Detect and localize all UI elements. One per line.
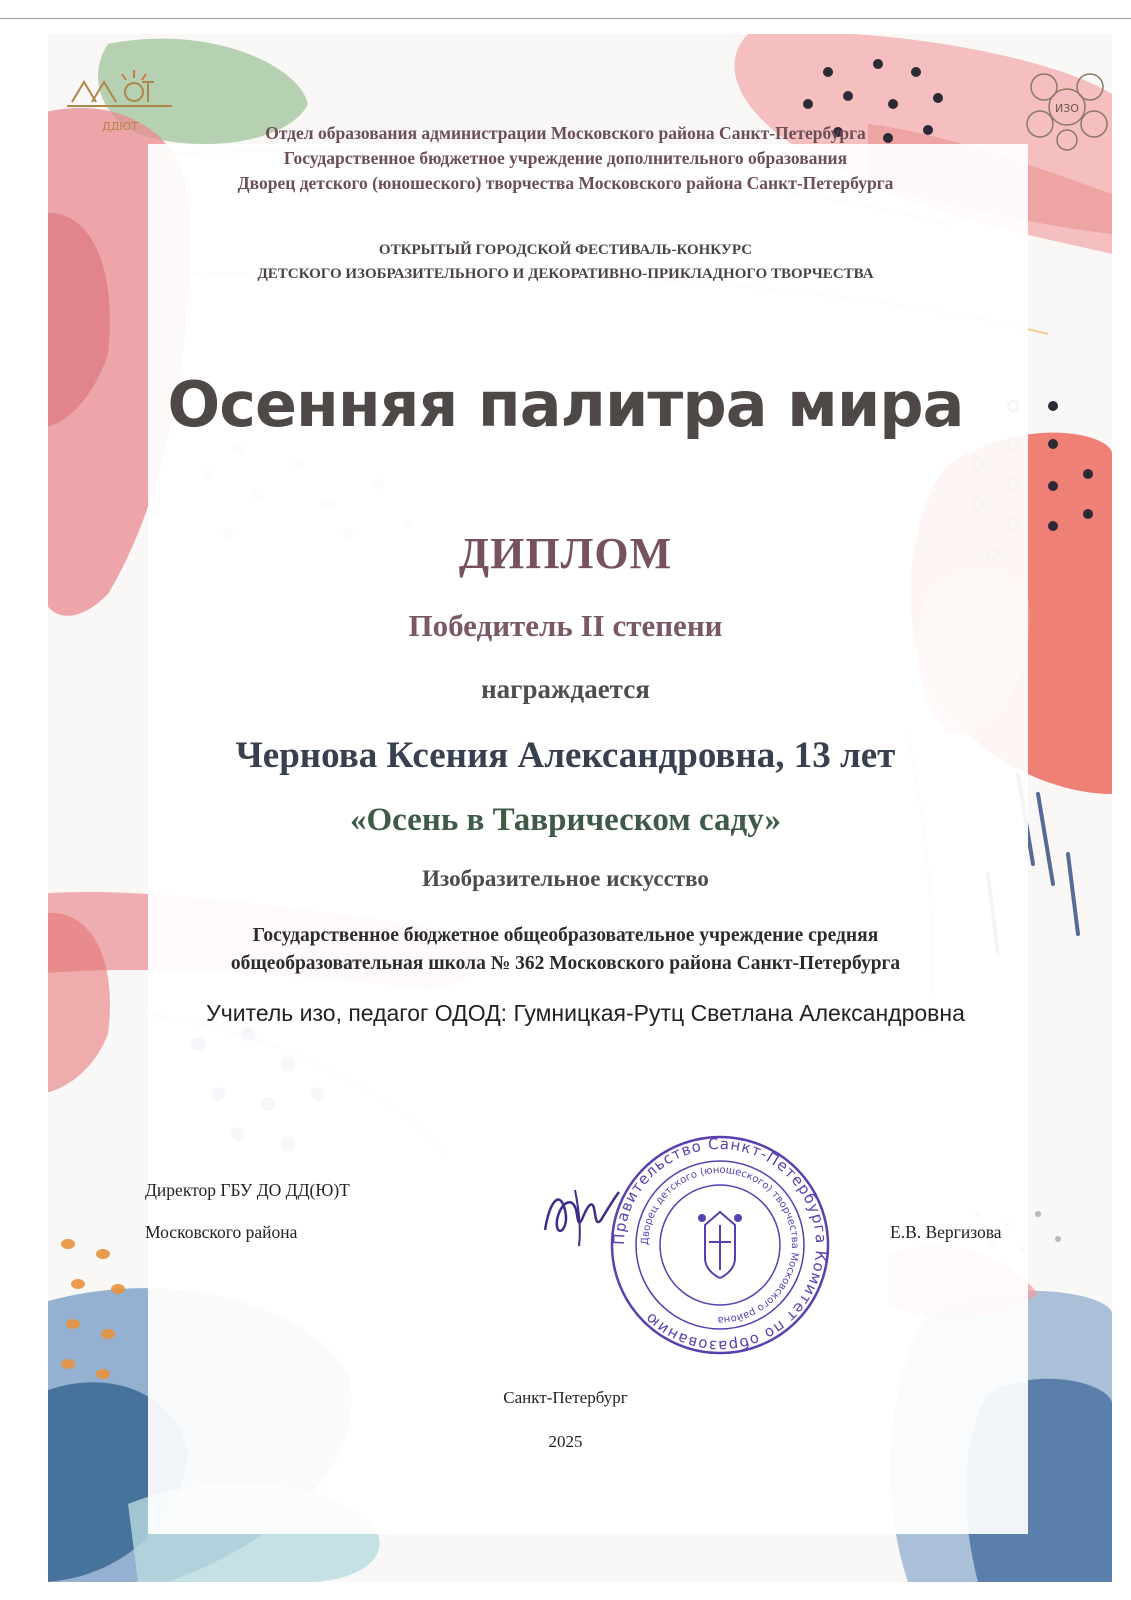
header-line-2: Государственное бюджетное учреждение дополнительного образования xyxy=(283,148,848,168)
contest-name xyxy=(0,238,1131,286)
festival-title: Осенняя палитра мира xyxy=(167,368,964,441)
svg-text:ИЗО: ИЗО xyxy=(1055,102,1079,115)
winner-name: Чернова Ксения Александровна, 13 лет xyxy=(235,735,896,776)
nomination-category: Изобразительное искусство xyxy=(422,866,709,891)
signatory-name: Е.В. Вергизова xyxy=(890,1222,1002,1242)
signatory-title-2: Московского района xyxy=(145,1222,298,1242)
contest-line-2: ДЕТСКОГО ИЗОБРАЗИТЕЛЬНОГО И ДЕКОРАТИВНО-ПРИКЛАДНОГО ТВОРЧЕСТВА xyxy=(257,266,874,282)
contest-line-1: ОТКРЫТЫЙ ГОРОДСКОЙ ФЕСТИВАЛЬ-КОНКУРС xyxy=(378,242,753,258)
header-line-3: Дворец детского (юношеского) творчества Московского района Санкт-Петербурга xyxy=(237,173,894,193)
footer-city: Санкт-Петербург xyxy=(503,1388,628,1407)
signatory-title-1: Директор ГБУ ДО ДД(Ю)Т xyxy=(145,1180,350,1200)
official-stamp xyxy=(605,1130,835,1360)
content-panel xyxy=(148,144,1028,1534)
awarded-label: награждается xyxy=(481,674,650,704)
work-title: «Осень в Таврическом саду» xyxy=(349,802,782,838)
scan-edge-line xyxy=(0,18,1131,19)
school-name xyxy=(0,922,1131,978)
svg-text:ДДЮТ: ДДЮТ xyxy=(102,120,138,133)
footer-year: 2025 xyxy=(548,1432,583,1451)
stamp-inner-text: Дворец детского (юношеского) творчества Московского района xyxy=(639,1164,801,1326)
school-line-1: Государственное бюджетное общеобразовательное учреждение средняя xyxy=(252,925,879,946)
header-line-1: Отдел образования администрации Московского района Санкт-Петербурга xyxy=(265,123,866,143)
school-line-2: общеобразовательная школа № 362 Московского района Санкт-Петербурга xyxy=(230,953,901,974)
diploma-title: ДИПЛОМ xyxy=(458,529,673,578)
teacher-line: Учитель изо, педагог ОДОД: Гумницкая-Рутц Светлана Александровна xyxy=(206,1000,965,1026)
stamp-outer-text: Правительство Санкт-Петербурга Комитет по образованию xyxy=(609,1134,831,1356)
header-organization xyxy=(0,121,1131,196)
award-degree: Победитель II степени xyxy=(408,608,723,643)
